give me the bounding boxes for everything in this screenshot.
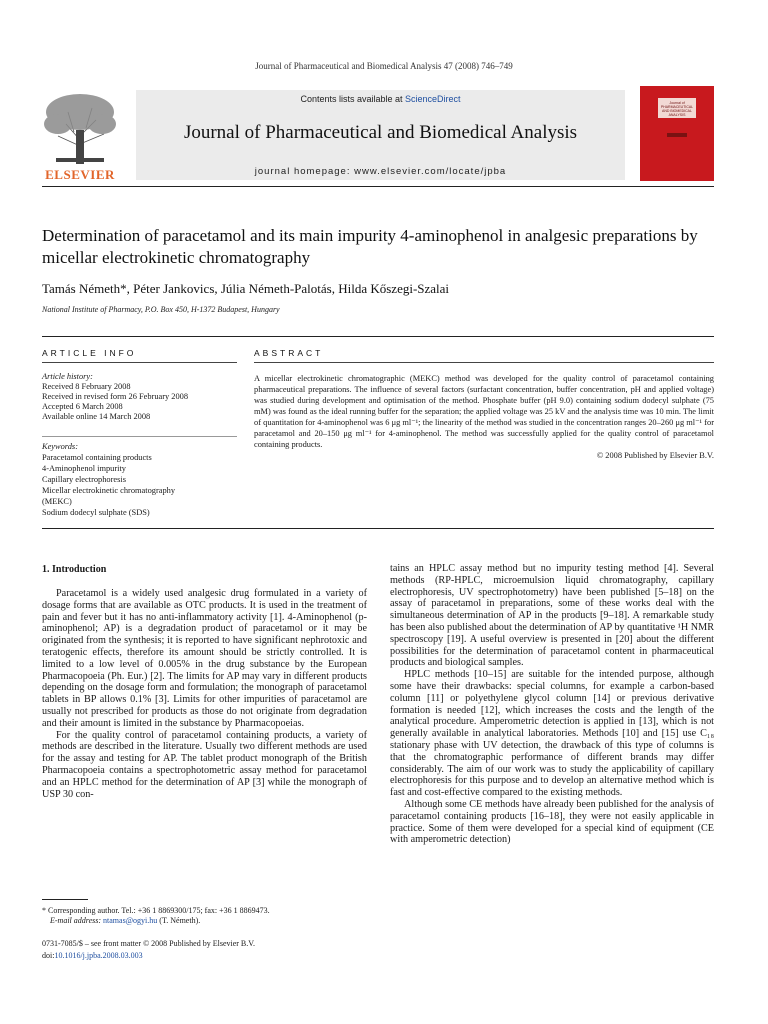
- keyword-item: (MEKC): [42, 497, 72, 506]
- abstract-copyright: © 2008 Published by Elsevier B.V.: [596, 451, 714, 460]
- email-link[interactable]: ntamas@ogyi.hu: [103, 916, 158, 925]
- email-suffix: (T. Németh).: [157, 916, 201, 925]
- left-column: [42, 588, 367, 800]
- intro-paragraph-2: For the quality control of paracetamol containing products, a variety of methods are described in the literature. Usually two different methods are used for the assay and testing for AP. The tablet product monograph of the British Pharmacopoeia contains a spectrophotometric assay method for paracetamol and an HPLC method for the determination of AP [3] while the monograph of USP 30 con-: [42, 729, 367, 800]
- footnote-rule: [42, 899, 88, 900]
- keyword-item: Sodium dodecyl sulphate (SDS): [42, 508, 150, 517]
- history-received: Received 8 February 2008: [42, 382, 131, 391]
- abstract-heading: ABSTRACT: [254, 348, 324, 358]
- keyword-item: Capillary electrophoresis: [42, 475, 126, 484]
- author-affiliation: National Institute of Pharmacy, P.O. Box 450, H-1372 Budapest, Hungary: [42, 305, 280, 314]
- history-online: Available online 14 March 2008: [42, 412, 151, 421]
- corresponding-author-contact: * Corresponding author. Tel.: +36 1 8869300/175; fax: +36 1 8869473.: [42, 906, 270, 915]
- contents-prefix: Contents lists available at: [300, 94, 406, 104]
- article-history: [42, 372, 242, 422]
- abstract-rule: [254, 362, 714, 363]
- journal-homepage[interactable]: journal homepage: www.elsevier.com/locate/jpba: [254, 166, 507, 177]
- cover-mark: [667, 133, 687, 137]
- cover-title: Journal of PHARMACEUTICAL AND BIOMEDICAL ANALYSIS: [660, 101, 694, 117]
- front-matter-notice: 0731-7085/$ – see front matter © 2008 Published by Elsevier B.V.: [42, 939, 256, 948]
- intro-paragraph-1: Paracetamol is a widely used analgesic drug formulated in a variety of dosage forms that are available as OTC products. It is used in the treatment of pain and fever but it has no anti-inflammatory activity [1]. 4-Aminophenol (p-aminophenol; AP) is a degradation product of paracetamol or it may be originated from the synthesis; it is reported to have significant nephrotoxic and teratogenic effects, therefore its amount should be strictly controlled. It is limited to a low level of 0.005% in the drug substance by the European Pharmacopoeia (Ph. Eur.) [2]. The limits for AP may vary in different products depending on the dosage form and formulation; the monograph of paracetamol tablets in BP allows 0.1% [3]. Limits for other impurities of paracetamol are usually not prescribed for products as those do not originate from degradation and their amount is limited in the substance by Pharmacopoeias.: [42, 588, 367, 729]
- doi-link[interactable]: 10.1016/j.jpba.2008.03.003: [54, 951, 143, 960]
- keyword-item: 4-Aminophenol impurity: [42, 464, 126, 473]
- keywords-rule: [42, 436, 237, 437]
- history-label: Article history:: [42, 372, 93, 381]
- keyword-item: Paracetamol containing products: [42, 453, 152, 462]
- contents-line: [136, 94, 625, 104]
- article-info-rule: [42, 362, 237, 363]
- article-info-heading: ARTICLE INFO: [42, 348, 137, 358]
- intro-paragraph-4: Although some CE methods have already been published for the analysis of paracetamol containing products [16–18], they were not easily applicable in practice. Some of them were developed for a special kind of equipment (CE with amperometric detection): [390, 798, 714, 846]
- keywords-list: [42, 441, 242, 518]
- introduction-heading: 1. Introduction: [42, 564, 107, 575]
- corresponding-author-footnote: [42, 906, 362, 926]
- info-top-rule: [42, 336, 714, 337]
- article-title: Determination of paracetamol and its main impurity 4-aminophenol in analgesic preparations by micellar electrokinetic chromatography: [42, 226, 698, 267]
- right-column: [390, 563, 714, 846]
- sciencedirect-link[interactable]: ScienceDirect: [405, 94, 461, 104]
- history-accepted: Accepted 6 March 2008: [42, 402, 123, 411]
- doi-prefix: doi:: [42, 951, 55, 960]
- journal-title: Journal of Pharmaceutical and Biomedical Analysis: [183, 122, 578, 143]
- history-revised: Received in revised form 26 February 2008: [42, 392, 189, 401]
- elsevier-wordmark: ELSEVIER: [45, 167, 115, 182]
- header-rule: [42, 186, 714, 187]
- abstract-paragraph: A micellar electrokinetic chromatographic (MEKC) method was developed for the quality control of paracetamol containing pharmaceutical preparations. The influence of several factors (surfactant concentration, buffer concentration, pH and applied voltage) was studied during development and optimisation of the method. Phosphate buffer (pH 9.0) containing sodium dodecyl sulphate (75 mM) was found as the ideal running buffer for the separation; the applied voltage was 25 kV and the analysis time was 10 min. The limit of quantitation for 4-aminophenol was 6 μg ml⁻¹; the linearity of the method was studied in the concentration ranges 20–260 μg ml⁻¹ for paracetamol and 20–150 μg ml⁻¹ for 4-aminophenol. The method was successfully applied for the quality control of paracetamol containing products.: [254, 374, 714, 449]
- journal-citation: Journal of Pharmaceutical and Biomedical Analysis 47 (2008) 746–749: [255, 61, 513, 71]
- keywords-label: Keywords:: [42, 442, 78, 451]
- intro-paragraph-2-cont: tains an HPLC assay method but no impurity testing method [4]. Several methods (RP-HPLC, microemulsion liquid chromatography, capillary electrophoresis, UV spectrophotometry) have been published [5–18] on the assay of paracetamol in preparations, some of these works deal with the simultaneous determination of AP in the products [9–18]. A remarkable study has been also published about the determination of AP by quantitative ¹H NMR spectroscopy [19]. A useful overview is presented in [20] about the different possibilities for the determination of paracetamol content in pharmaceutical products and biological samples.: [390, 563, 714, 669]
- keyword-item: Micellar electrokinetic chromatography: [42, 486, 176, 495]
- email-label: E-mail address:: [50, 916, 104, 925]
- abstract-bottom-rule: [42, 528, 714, 529]
- abstract-text: [254, 373, 714, 461]
- intro-paragraph-3: HPLC methods [10–15] are suitable for the intended purpose, although some have their drawbacks: special columns, for example a carbon-based column [11] or polyethylene glycol column [14] or previous derivative formation is needed [12], which increases the costs and the length of the analytical procedure. Amperometric detection is applied in [13], which is not generally available in analytical laboratories. Methods [10] and [15] use C₁₈ stationary phase with UV detection, the drawback of this type of columns is that the chromatographic performance of different brands may differ considerably. The aim of our work was to study the applicability of capillary electrophoresis for this purpose and to develop an alternative method which is fast and cost-effective compared to the existing methods.: [390, 669, 714, 799]
- issn-line: [42, 938, 362, 962]
- journal-cover-thumbnail: [640, 86, 714, 181]
- author-list: Tamás Németh*, Péter Jankovics, Júlia Németh-Palotás, Hilda Kőszegi-Szalai: [42, 281, 450, 296]
